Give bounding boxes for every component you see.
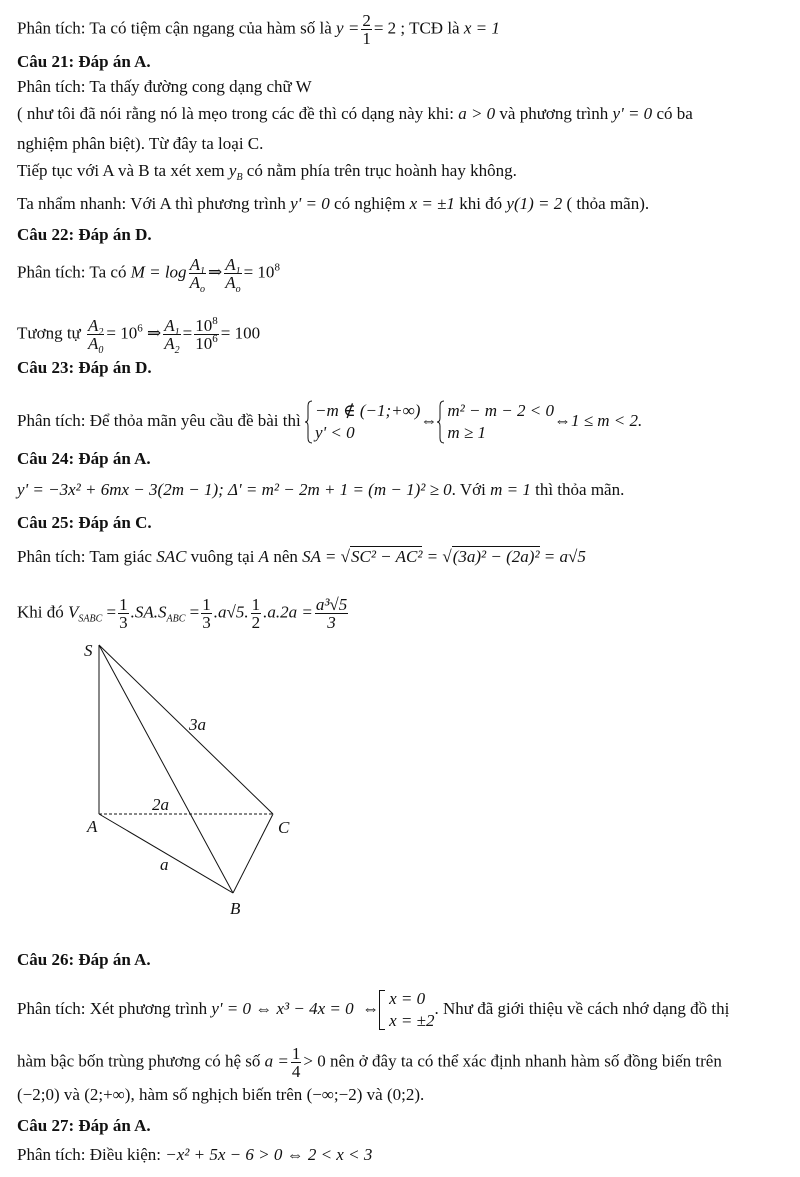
var: A [164,334,175,353]
text: Phân tích: Xét phương trình [17,998,212,1018]
q26-line2 [17,1045,722,1080]
sub: o [235,284,241,295]
math: x = ±1 [409,194,455,213]
bracket-system [379,988,434,1032]
math: A [258,547,270,566]
math: .SA.S [130,602,167,622]
text: và [362,1085,387,1104]
math: = a√5 [539,547,586,566]
label-b: B [230,899,241,918]
sub: 1 [235,266,241,277]
frac-den: 4 [291,1062,301,1081]
frac-num: 2 [362,11,371,30]
q21-heading: Câu 21: Đáp án A. [17,52,151,71]
frac-den [87,334,104,356]
fraction-volume [315,596,348,631]
sup: 8 [212,315,218,327]
edge-bc [233,814,273,893]
fraction-a1-a0 [189,255,206,295]
frac-num: 1 [291,1044,301,1063]
math: −x² + 5x − 6 > 0 ⇔ 2 < x < 3 [165,1145,373,1164]
text: Phân tích: Để thỏa mãn yêu cầu đề bài thì [17,410,305,430]
text: hàm bậc bốn trùng phương có hệ số [17,1051,265,1071]
math-m-log: M = log [130,262,187,282]
sub: 1 [199,266,205,277]
q27-heading: Câu 27: Đáp án A. [17,1116,151,1135]
sub: o [199,284,205,295]
label-c: C [278,818,290,837]
text: khi đó [454,194,507,213]
var: A [88,334,99,353]
q26-line3 [17,1085,424,1105]
var: A [225,273,236,292]
system-row: y' < 0 [314,423,355,442]
math: .a.2a = [263,602,313,622]
fraction-1e8-1e6 [194,317,219,352]
text: ( thỏa mãn). [562,194,650,213]
math-result: 1 ≤ m < 2. [570,410,643,430]
brace-icon [437,400,445,444]
frac-den: $10^6$ [195,333,218,353]
system-1 [305,400,420,444]
math: SAC [156,547,187,566]
text: vuông tại [186,547,259,566]
frac-den: 3 [119,613,128,632]
system-row: m² − m − 2 < 0 [447,401,554,420]
text: . Với [451,480,491,499]
math: SA = √ [302,547,350,566]
math-result: = 100 [220,323,261,343]
sup: 6 [137,322,143,335]
sub: 1 [174,327,180,338]
frac-num: a³√5 [315,595,348,614]
text: có ba [652,104,693,123]
q26-line1 [17,988,729,1032]
frac-den [189,273,206,295]
text: Phân tích: Ta có [17,262,131,282]
frac-num: 1 [202,595,211,614]
frac-den: 3 [327,613,336,632]
fraction-1-3 [201,596,212,631]
math: V [68,602,79,622]
label-a-edge: a [160,855,169,874]
sub: 2 [98,327,104,338]
fraction-2-over-1 [361,12,372,47]
intro-text: Phân tích: Ta có tiệm cận ngang của hàm số là [17,18,337,38]
implies: ⇒ [207,262,223,282]
math: a = [264,1051,289,1071]
q24-heading: Câu 24: Đáp án A. [17,449,151,468]
math-x-eq-1: x = 1 [463,18,500,38]
intro-line [17,12,500,47]
equiv: ⇔ [420,410,438,430]
var: A [88,316,99,335]
q23-heading: Câu 23: Đáp án D. [17,358,152,377]
text: , hàm số nghịch biến trên [130,1085,307,1104]
frac-num [224,255,241,277]
q21-line3: nghiệm phân biệt). Từ đây ta loại C. [17,134,264,153]
edge-ab [99,814,233,893]
var: A [189,273,200,292]
text: và phương trình [495,104,613,123]
bracket-icon [379,990,385,1030]
interval: (−∞;−2) [306,1085,363,1104]
sub: 0 [98,345,104,356]
math-y: y [228,161,237,180]
text: có nghiệm [329,194,410,213]
q22-line1 [17,255,280,295]
math: y' = 0 [290,194,330,213]
math-radicand: (3a)² − (2a)² [452,547,540,566]
fraction-1-4 [291,1045,302,1080]
frac-num [87,316,104,338]
frac-num [163,316,180,338]
sup: 8 [274,261,280,274]
q21-line1: Phân tích: Ta thấy đường cong dạng chữ W [17,77,312,96]
text: . [420,1085,425,1104]
frac-den [224,273,241,295]
equiv: ⇔ [362,998,380,1018]
text: Khi đó [17,602,68,622]
q21-line5 [17,194,649,214]
intro-text-mid: ; TCĐ là [396,18,464,38]
text: Phân tích: Tam giác [17,547,157,566]
fraction-1-2 [251,596,262,631]
sub: 2 [174,345,180,356]
text: . Như đã giới thiệu về cách nhớ dạng đồ thị [434,998,730,1018]
system-row: −m ∉ (−1;+∞) [314,401,421,420]
text: có nằm phía trên trục hoành hay không. [242,161,517,180]
q23-line1 [17,400,642,444]
text: Ta nhẩm nhanh: Với A thì phương trình [17,194,291,213]
sub: ABC [166,613,186,625]
text: Tương tự [17,323,86,343]
q26-heading: Câu 26: Đáp án A. [17,950,151,969]
frac-num: 1 [119,595,128,614]
q27-line1 [17,1145,372,1165]
text: ( như tôi đã nói rằng nó là mẹo trong các đề thì có dạng này khi: [17,104,459,123]
frac-den: 3 [202,613,211,632]
label-a: A [87,817,98,836]
math-y: y = [336,18,360,38]
interval: (0;2) [386,1085,420,1104]
system-row: m ≥ 1 [447,423,486,442]
frac-num: 1 [251,595,261,614]
q25-heading: Câu 25: Đáp án C. [17,513,152,532]
q22-line2: Tương tự $\frac{A_2}{A_0}$ = $10^6$ ⇒ $\frac{A_1}{A_2}$ = $\frac{10^8}{10^6}$ = 100 [17,315,261,356]
system-row: x = 0 [389,989,426,1008]
q21-line2 [17,104,693,124]
edge-sc [99,645,273,814]
math: m = 1 [490,480,531,499]
interval: (2;+∞) [84,1085,131,1104]
fraction-1-3 [118,596,129,631]
math-sub: B [236,172,243,183]
sub: SABC [78,613,103,625]
text: Tiếp tục với A và B ta xét xem [17,161,229,180]
math: y(1) = 2 [506,194,563,213]
math-radicand: SC² − AC² [351,547,423,566]
frac-den: 1 [362,29,371,48]
interval: (−2;0) [17,1085,60,1104]
q24-line1 [17,480,624,500]
var: A [225,255,236,274]
math: > 0 [303,1051,326,1071]
implies: ⇒ [147,323,162,343]
math: a > 0 [458,104,496,123]
label-2a: 2a [152,795,169,814]
var: A [164,316,175,335]
q25-line1 [17,547,586,567]
math-formula: y' = −3x² + 6mx − 3(2m − 1); Δ' = m² − 2m + 1 = (m − 1)² ≥ 0 [17,480,452,499]
brace-icon [305,400,313,444]
math: .a√5. [213,602,249,622]
frac-num [189,255,206,277]
frac-den [163,334,180,356]
fraction-a2-a0 [87,316,104,356]
text: và [59,1085,85,1104]
fraction-a1-a0 [224,255,241,295]
equiv: ⇔ [553,410,571,430]
text: nên ở đây ta có thể xác định nhanh hàm số đồng biến trên [325,1051,722,1071]
system-2 [437,400,554,444]
var: A [189,255,200,274]
fraction-a1-a2 [163,316,180,356]
q22-heading: Câu 22: Đáp án D. [17,225,152,244]
math: = 10 [243,262,275,282]
math: = √ [422,547,452,566]
sup: 6 [212,333,218,345]
text: Phân tích: Điều kiện: [17,1145,166,1164]
math: y' = 0 [612,104,653,123]
label-3a: 3a [189,715,206,734]
q21-line4 [17,161,517,181]
frac-num: $10^8$ [195,315,218,335]
math: y' = 0 ⇔ x³ − 4x = 0 [211,998,354,1018]
label-s: S [84,641,93,660]
math-eq-2: = 2 [373,18,397,38]
math: = 10 [106,323,138,343]
pyramid-diagram [0,630,320,930]
q25-line2: Khi đó $V_{SABC}$ = $\frac{1}{3}$ $.SA.S_{ABC}$ = $\frac{1}{3}$ .a√5. $\frac{1}{2}$ .a.2a = $\frac{\text{a³√5}}{3}$ [17,595,348,632]
text: thì thỏa mãn. [530,480,625,499]
text: nên [269,547,303,566]
system-row: x = ±2 [389,1011,435,1030]
frac-den: 2 [251,613,261,632]
